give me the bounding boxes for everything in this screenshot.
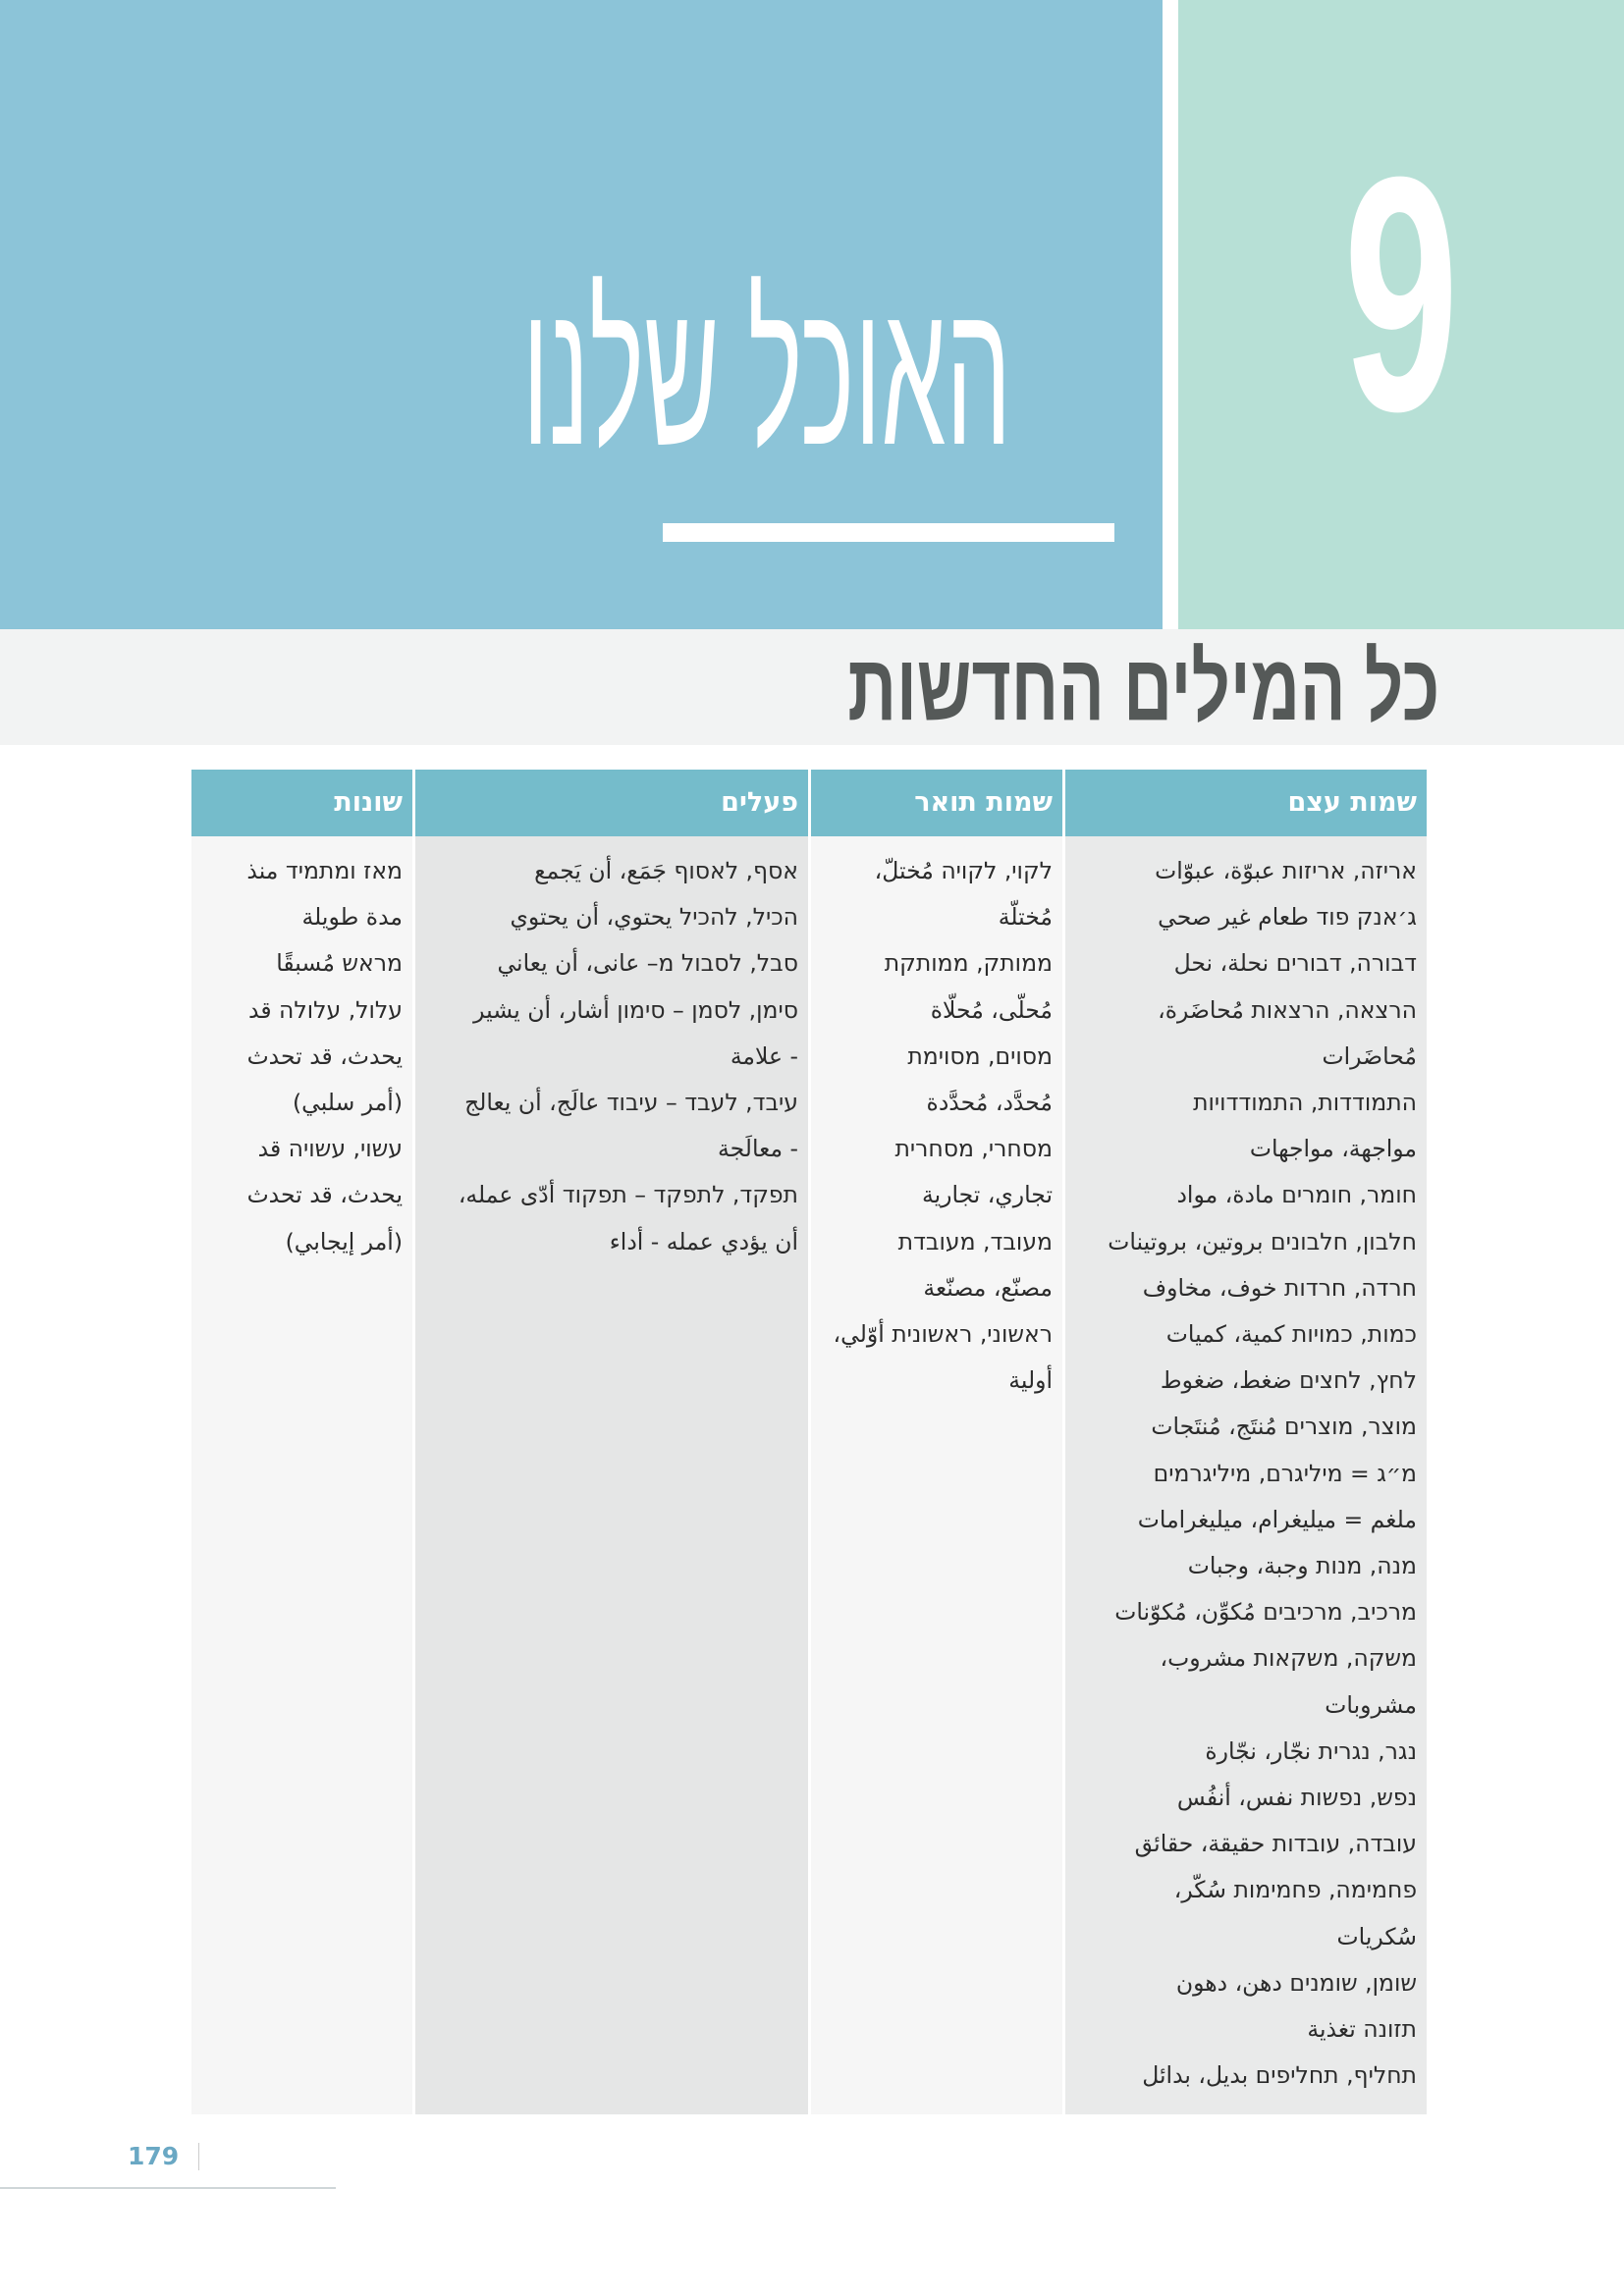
vocab-line: - معالَجة — [718, 1135, 798, 1163]
footer-rule — [0, 2187, 336, 2189]
vocab-line: ממותק, ממותקת — [884, 949, 1053, 978]
vocab-line: סימן, לסמן – סימון أشار، أن يشير — [473, 995, 798, 1024]
vocab-line: משקה, משקאות مشروب، — [1160, 1644, 1417, 1673]
column-body — [1065, 836, 1427, 2099]
vocab-line: לחץ, לחצים ضغط، ضغوط — [1160, 1366, 1417, 1395]
vocab-line: מסחרי, מסחרית — [894, 1135, 1053, 1163]
vocab-line: התמודדות, התמודדויות — [1193, 1089, 1417, 1117]
vocab-line: סבל, לסבול מ– عانى، أن يعاني — [497, 949, 798, 978]
vocab-line: מרכיב, מרכיבים مُكوِّن، مُكوّنات — [1114, 1598, 1417, 1627]
vocab-line: אריזה, אריזות عبوّة، عبوّات — [1155, 857, 1417, 884]
vocab-line: سُكريات — [1336, 1922, 1417, 1950]
vocab-line: מ״ג = מיליגרם, מיליגרמים — [1153, 1459, 1417, 1487]
vocab-column-verbs — [415, 770, 808, 2114]
vocab-line: נפש, נפשות نفس، أنفُس — [1176, 1784, 1417, 1812]
vocab-line: مواجهة، مواجهات — [1249, 1135, 1417, 1163]
column-body — [415, 836, 808, 1265]
vocab-line: מאז ומתמיד منذ — [246, 857, 403, 884]
column-body — [191, 836, 412, 1265]
vocab-line: (أمر سلبي) — [292, 1089, 403, 1117]
vocab-line: חלבון, חלבונים بروتين، بروتينات — [1108, 1227, 1417, 1255]
vocab-line: אסף, לאסוף جَمَع، أن يَجمع — [534, 857, 798, 884]
vocab-line: أن يؤدي عمله - أداء — [609, 1227, 798, 1255]
vocab-line: דבורה, דבורים نحلة، نحل — [1173, 949, 1417, 978]
page-number-divider — [198, 2143, 199, 2170]
vocab-line: مُختلّة — [998, 903, 1053, 932]
vocab-line: ملغم = ميليغرام، ميليغرامات — [1137, 1505, 1417, 1533]
vocab-line: נגר, נגרית نجّار، نجّارة — [1205, 1736, 1417, 1765]
chapter-title: האוכל שלנו — [522, 257, 1011, 488]
vocab-line: مصنّع، مصنّعة — [923, 1273, 1053, 1302]
vocab-line: ראשוני, ראשונית أوّلي، — [833, 1320, 1053, 1349]
vocab-line: يحدث، قد تحدث — [246, 1041, 403, 1070]
vocab-line: ג׳אנק פוד طعام غير صحي — [1158, 903, 1417, 932]
vocab-line: תפקד, לתפקד – תפקוד أدّى عمله، — [458, 1181, 798, 1209]
vocab-line: שומן, שומנים دهن، دهون — [1175, 1968, 1417, 1997]
vocab-line: פחמימה, פחמימות سُكّر، — [1173, 1876, 1417, 1904]
vocab-line: עשוי, עשויה قد — [257, 1135, 403, 1163]
vocab-line: מעובד, מעובדת — [897, 1227, 1053, 1255]
column-body — [811, 836, 1062, 1404]
vocab-column-misc — [191, 770, 412, 2114]
vocab-line: - علامة — [730, 1041, 798, 1070]
vocab-line: לקוי, לקויה مُختلّ، — [874, 857, 1053, 884]
vocab-line: הרצאה, הרצאות مُحاضَرة، — [1158, 995, 1417, 1024]
vocab-line: הכיל, להכיל يحتوي، أن يحتوي — [510, 903, 798, 932]
vocab-column-adjectives — [811, 770, 1062, 2114]
vocab-line: مُحلّى، مُحلّاة — [930, 995, 1053, 1024]
vocab-line: مُحدَّد، مُحدَّدة — [926, 1089, 1053, 1117]
vocab-line: مشروبات — [1325, 1690, 1417, 1719]
vocab-line: מראש مُسبقًا — [276, 949, 403, 978]
chapter-number: 9 — [1343, 108, 1459, 481]
vocab-line: כמות, כמויות كمية، كميات — [1165, 1320, 1417, 1349]
vocab-line: עיבד, לעבד – עיבוד عالَج، أن يعالج — [464, 1089, 798, 1117]
page-number: 179 — [128, 2142, 180, 2170]
vocab-line: מוצר, מוצרים مُنتَج، مُنتَجات — [1151, 1413, 1417, 1441]
banner-divider — [1163, 0, 1178, 629]
column-header: שונות — [191, 770, 412, 836]
vocab-line: أولية — [1008, 1366, 1053, 1395]
vocab-line: חומר, חומרים مادة، مواد — [1176, 1181, 1417, 1209]
vocab-line: מסוים, מסוימת — [907, 1041, 1053, 1070]
vocab-line: مدة طويلة — [301, 903, 403, 932]
vocab-line: חרדה, חרדות خوف، مخاوف — [1142, 1273, 1417, 1302]
vocab-line: (أمر إيجابي) — [285, 1227, 403, 1255]
vocab-column-nouns — [1065, 770, 1427, 2114]
vocab-line: עלול, עלולה قد — [248, 995, 403, 1024]
vocab-line: תחליף, תחליפים بديل، بدائل — [1142, 2061, 1417, 2090]
column-header: פעלים — [415, 770, 808, 836]
vocab-line: מנה, מנות وجبة، وجبات — [1187, 1552, 1417, 1580]
vocab-line: يحدث، قد تحدث — [246, 1181, 403, 1209]
column-header: שמות עצם — [1065, 770, 1427, 836]
vocab-line: مُحاضَرات — [1322, 1041, 1417, 1070]
vocab-line: עובדה, עובדות حقيقة، حقائق — [1134, 1830, 1417, 1858]
vocab-line: تجاري، تجارية — [921, 1181, 1053, 1209]
title-underline — [663, 523, 1114, 542]
vocab-line: תזונה تغذية — [1307, 2015, 1417, 2044]
column-header: שמות תואר — [811, 770, 1062, 836]
section-subtitle: כל המילים החדשות — [847, 635, 1439, 740]
